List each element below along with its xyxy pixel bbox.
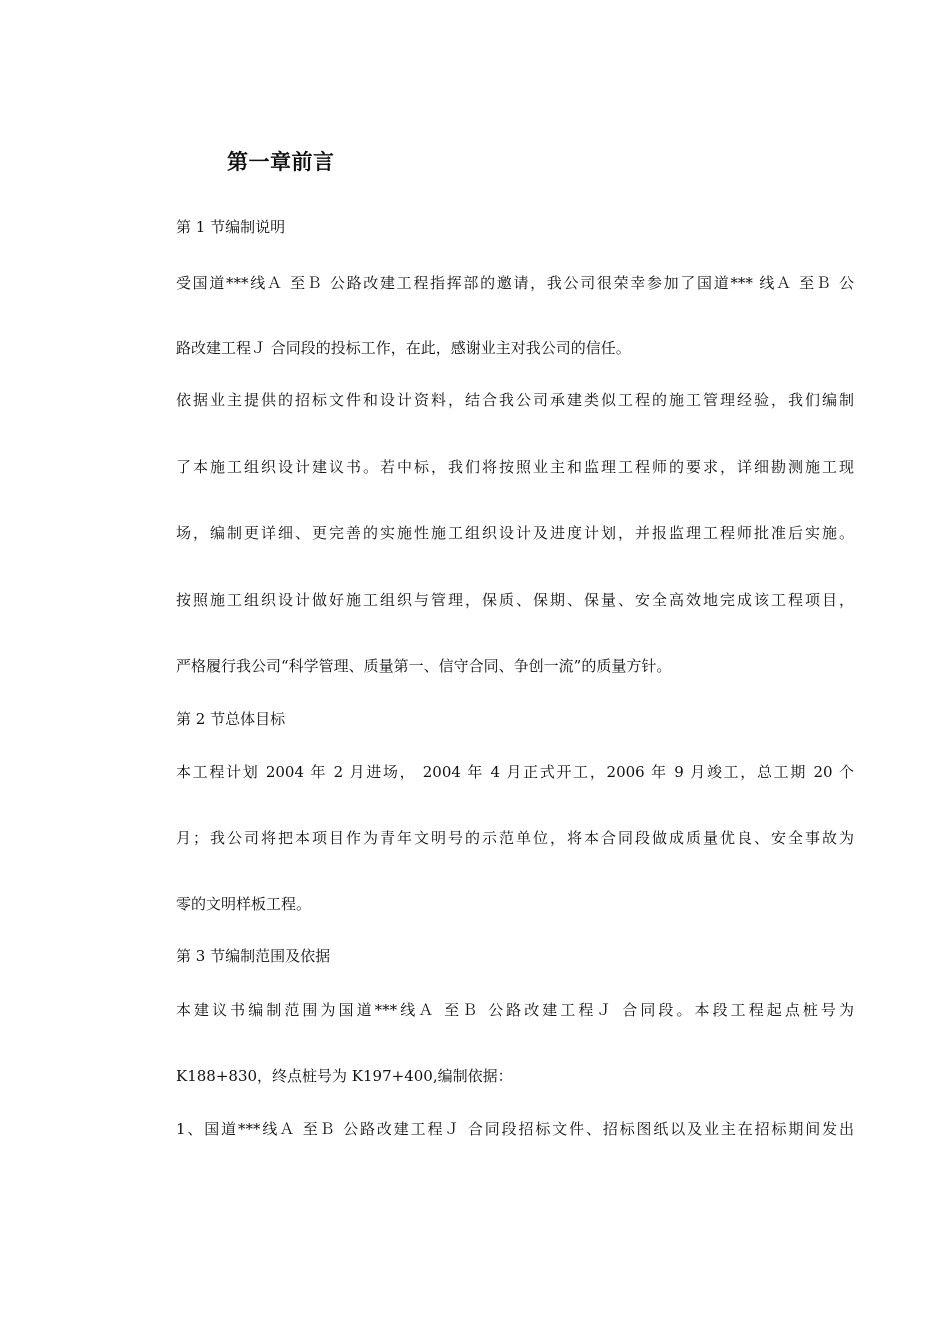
paragraph-line: 按照施工组织设计做好施工组织与管理，保质、保期、保量、安全高效地完成该工程项目， bbox=[176, 591, 854, 609]
paragraph-line: 本建议书编制范围为国道***线Ａ 至Ｂ 公路改建工程Ｊ 合同段。本段工程起点桩号为 bbox=[176, 1001, 854, 1019]
paragraph-line: 了本施工组织设计建议书。若中标，我们将按照业主和监理工程师的要求，详细勘测施工现 bbox=[176, 458, 854, 476]
paragraph-line: 零的文明样板工程。 bbox=[176, 895, 312, 913]
section-heading-1: 第 1 节编制说明 bbox=[176, 218, 286, 236]
paragraph-line: 受国道***线Ａ 至Ｂ 公路改建工程指挥部的邀请，我公司很荣幸参加了国道*** 线Ａ 至Ｂ 公 bbox=[176, 274, 854, 292]
paragraph-line: 场，编制更详细、更完善的实施性施工组织设计及进度计划，并报监理工程师批准后实施。 bbox=[176, 524, 854, 542]
paragraph-line: 严格履行我公司“科学管理、质量第一、信守合同、争创一流”的质量方针。 bbox=[176, 657, 672, 675]
chapter-title: 第一章前言 bbox=[227, 150, 335, 174]
section-heading-3: 第 3 节编制范围及依据 bbox=[176, 947, 331, 965]
section-heading-2: 第 2 节总体目标 bbox=[176, 710, 286, 728]
paragraph-line: K188+830，终点桩号为 K197+400,编制依据： bbox=[176, 1067, 513, 1085]
paragraph-line: 本工程计划 2004 年 2 月进场， 2004 年 4 月正式开工，2006 年 9 月竣工，总工期 20 个 bbox=[176, 763, 854, 781]
paragraph-line: 1、国道***线Ａ 至Ｂ 公路改建工程Ｊ 合同段招标文件、招标图纸以及业主在招标期间发出 bbox=[176, 1120, 854, 1138]
paragraph-line: 路改建工程Ｊ 合同段的投标工作，在此，感谢业主对我公司的信任。 bbox=[176, 339, 631, 357]
paragraph-line: 月；我公司将把本项目作为青年文明号的示范单位，将本合同段做成质量优良、安全事故为 bbox=[176, 829, 854, 847]
paragraph-line: 依据业主提供的招标文件和设计资料，结合我公司承建类似工程的施工管理经验，我们编制 bbox=[176, 391, 854, 409]
